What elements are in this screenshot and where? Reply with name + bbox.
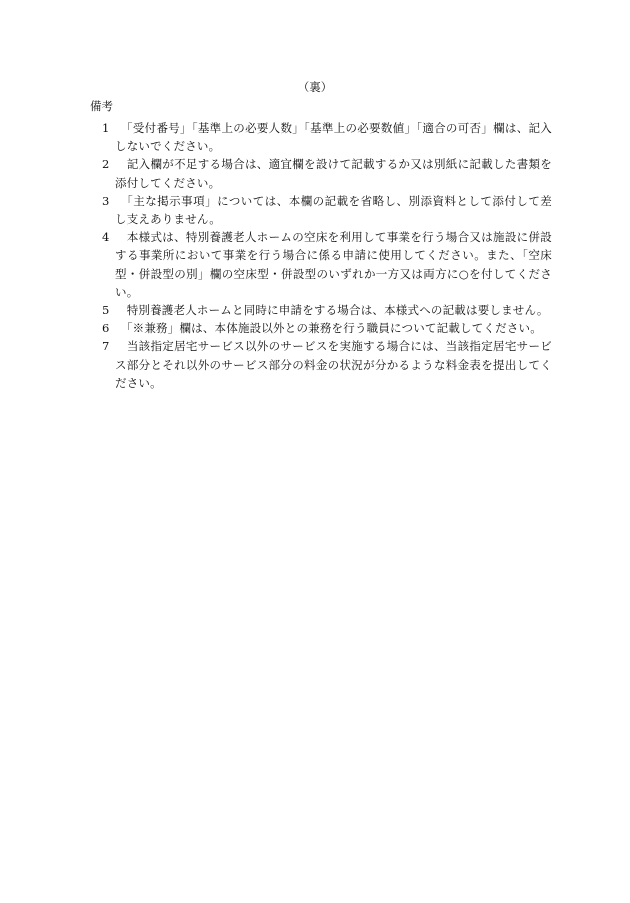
remark-number: 1 [102, 121, 110, 135]
remark-item-3 [90, 192, 552, 228]
remark-number: 7 [102, 339, 110, 354]
remark-number: 4 [102, 230, 110, 245]
remark-item-7 [90, 337, 552, 392]
remarks-list [90, 119, 552, 392]
page-heading: （裏） [297, 80, 333, 94]
remark-number: 2 [102, 157, 110, 172]
remark-text: 記入欄が不足する場合は、適宜欄を設けて記載するか又は別紙に記載した書類を添付してください。 [115, 157, 552, 190]
remark-item-2 [90, 155, 552, 191]
remark-text: 本様式は、特別養護老人ホームの空床を利用して事業を行う場合又は施設に併設する事業所において事業を行う場合に係る申請に使用してください。また、「空床型・併設型の別」欄の空床型・併設型のいずれか一方又は両方に○を付してください。 [115, 230, 552, 299]
remark-text: 「主な掲示事項」については、本欄の記載を省略し、別添資料として添付して差し支えありません。 [115, 193, 552, 227]
remark-item-5 [90, 301, 552, 319]
remark-item-1 [90, 119, 552, 155]
remark-text: 特別養護老人ホームと同時に申請をする場合は、本様式への記載は要しません。 [115, 303, 549, 318]
remark-number: 3 [102, 193, 110, 208]
remark-text: 当該指定居宅サービス以外のサービスを実施する場合には、当該指定居宅サービス部分とそれ以外のサービス部分の料金の状況が分かるような料金表を提出してください。 [115, 339, 552, 390]
remark-item-6 [90, 319, 552, 337]
remarks-label: 備考 [90, 99, 113, 113]
remark-number: 6 [102, 321, 110, 336]
remark-text: 「受付番号」「基準上の必要人数」「基準上の必要数値」「適合の可否」欄は、記入しないでください。 [115, 121, 552, 154]
remark-text: 「※兼務」欄は、本体施設以外との兼務を行う職員について記載してください。 [115, 321, 542, 336]
remark-item-4 [90, 228, 552, 301]
remark-number: 5 [102, 303, 110, 318]
